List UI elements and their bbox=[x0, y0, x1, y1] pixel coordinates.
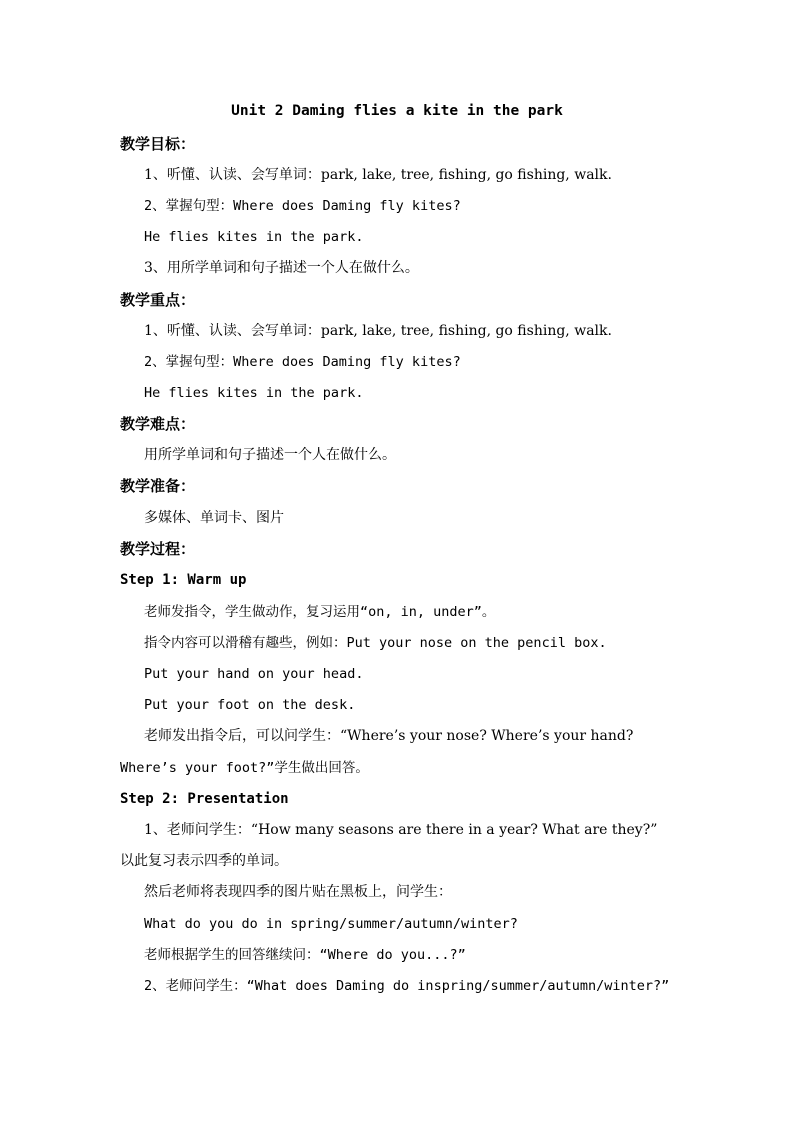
key-points-item-2: 2、掌握句型：Where does Daming fly kites? bbox=[144, 354, 461, 370]
difficulty-item-1: 用所学单词和句子描述一个人在做什么。 bbox=[144, 447, 396, 463]
step1-line-2: 指令内容可以滑稽有趣些，例如：Put your nose on the pencil box. bbox=[144, 635, 607, 651]
preparation-item-1: 多媒体、单词卡、图片 bbox=[144, 510, 284, 526]
goals-item-2b: He flies kites in the park. bbox=[144, 229, 364, 245]
process-heading: 教学过程： bbox=[120, 540, 196, 558]
key-points-heading: 教学重点： bbox=[120, 291, 196, 309]
step1-heading: Step 1: Warm up bbox=[120, 572, 247, 588]
step2-line-3: 然后老师将表现四季的图片贴在黑板上，问学生： bbox=[144, 884, 452, 900]
step1-line-6: Where’s your foot?”学生做出回答。 bbox=[120, 760, 369, 776]
step1-line-1: 老师发指令，学生做动作，复习运用“on, in, under”。 bbox=[144, 604, 496, 620]
step2-line-5: 老师根据学生的回答继续问：“Where do you...?” bbox=[144, 947, 466, 963]
key-points-item-1: 1、听懂、认读、会写单词：park, lake, tree, fishing, go fishing, walk. bbox=[144, 323, 612, 339]
preparation-heading: 教学准备： bbox=[120, 477, 196, 495]
step1-line-3: Put your hand on your head. bbox=[144, 666, 364, 682]
goals-item-1: 1、听懂、认读、会写单词：park, lake, tree, fishing, go fishing, walk. bbox=[144, 167, 612, 183]
goals-item-2: 2、掌握句型：Where does Daming fly kites? bbox=[144, 198, 461, 214]
difficulty-heading: 教学难点： bbox=[120, 415, 196, 433]
step1-line-4: Put your foot on the desk. bbox=[144, 697, 356, 713]
step2-heading: Step 2: Presentation bbox=[120, 791, 289, 807]
step2-line-6: 2、老师问学生：“What does Daming do inspring/summer/autumn/winter?” bbox=[144, 978, 670, 994]
step2-line-2: 以此复习表示四季的单词。 bbox=[120, 853, 288, 869]
step1-line-5: 老师发出指令后，可以问学生：“Where’s your nose? Where’s your hand? bbox=[144, 728, 634, 744]
goals-heading: 教学目标： bbox=[120, 135, 196, 153]
document-title: Unit 2 Daming flies a kite in the park bbox=[231, 103, 563, 119]
goals-item-3: 3、用所学单词和句子描述一个人在做什么。 bbox=[144, 260, 419, 276]
step2-line-1: 1、老师问学生：“How many seasons are there in a year? What are they?” bbox=[144, 822, 658, 838]
key-points-item-2b: He flies kites in the park. bbox=[144, 385, 364, 401]
step2-line-4: What do you do in spring/summer/autumn/winter? bbox=[144, 916, 518, 932]
